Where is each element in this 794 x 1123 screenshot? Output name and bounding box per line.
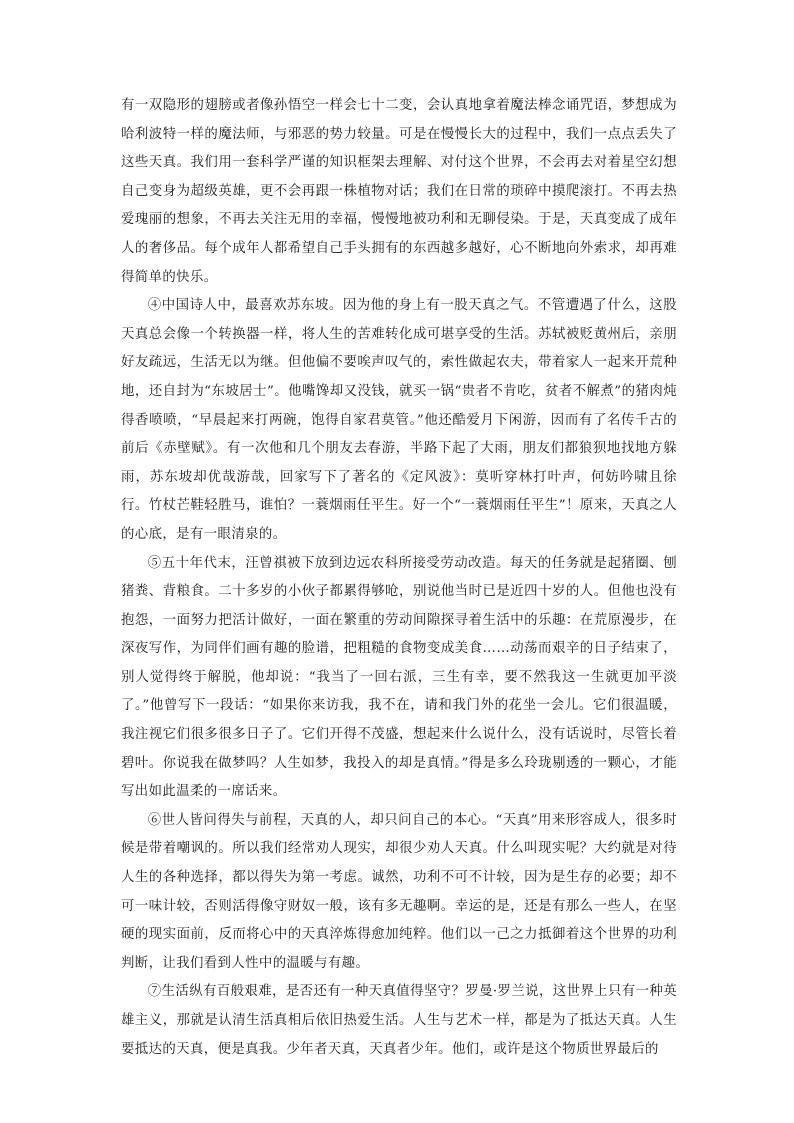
paragraph-continued: 有一双隐形的翅膀或者像孙悟空一样会七十二变，会认真地拿着魔法棒念诵咒语，梦想成为哈利波特一样的魔法师，与邪恶的势力较量。可是在慢慢长大的过程中，我们一点点丢失了这些天真。我们用一套科学严谨的知识框架去理解、对付这个世界，不会再去对着星空幻想自己变身为超级英雄，更不会再跟一株植物对话；我们在日常的琐碎中摸爬滚打。不再去热爱瑰丽的想象，不再去关注无用的幸福，慢慢地被功利和无聊侵染。于是，天真变成了成年人的奢侈品。每个成年人都希望自己手头拥有的东西越多越好，心不断地向外索求，却再难得简单的快乐。 [121,98,677,285]
paragraph-5: ⑤五十年代末，汪曾祺被下放到边远农科所接受劳动改造。每天的任务就是起猪圈、刨猪粪、背粮食。二十多岁的小伙子都累得够呛，别说他当时已是近四十岁的人。但他也没有抱怨，一面努力把活计做好，一面在繁重的劳动间隙探寻着生活中的乐趣：在荒原漫步，在深夜写作，为同伴们画有趣的脸谱，把粗糙的食物变成美食……动荡而艰辛的日子结束了，别人觉得终于解脱，他却说：“我当了一回右派，三生有幸，要不然我这一生就更加平淡了。”他曾写下一段话：“如果你来访我，我不在，请和我门外的花坐一会儿。它们很温暖，我注视它们很多很多日子了。它们开得不茂盛，想起来什么说什么，没有话说时，尽管长着碧叶。你说我在做梦吗？人生如梦，我投入的却是真情。”得是多么玲珑剔透的一颗心，才能写出如此温柔的一席话来。 [121,555,677,800]
paragraph-6: ⑥世人皆问得失与前程，天真的人，却只问自己的本心。“天真”用来形容成人，很多时候是带着嘲讽的。所以我们经常劝人现实，却很少劝人天真。什么叫现实呢？大约就是对待人生的各种选择，都以得失为第一考虑。诚然，功利不可不计较，因为是生存的必要；却不可一味计较，否则活得像守财奴一般，该有多无趣啊。幸运的是，还是有那么一些人，在坚硬的现实面前，反而将心中的天真淬炼得愈加纯粹。他们以一己之力抵御着这个世界的功利判断，让我们看到人性中的温暖与有趣。 [121,812,677,971]
paragraph-7: ⑦生活纵有百般艰难，是否还有一种天真值得坚守？罗曼·罗兰说，这世界上只有一种英雄主义，那就是认清生活真相后依旧热爱生活。人生与艺术一样，都是为了抵达天真。人生要抵达的天真，便是真我。少年者天真，天真者少年。他们，或许是这个物质世界最后的 [121,984,677,1057]
document-page [121,92,677,1064]
paragraph-4: ④中国诗人中，最喜欢苏东坡。因为他的身上有一股天真之气。不管遭遇了什么，这股天真总会像一个转换器一样，将人生的苦难转化成可堪享受的生活。苏轼被贬黄州后，亲朋好友疏远，生活无以为继。但他偏不要唉声叹气的，索性做起农夫，带着家人一起来开荒种地，还自封为“东坡居士”。他嘴馋却又没钱，就买一锅“贵者不肯吃，贫者不解煮”的猪肉炖得香喷喷，“早晨起来打两碗，饱得自家君莫管。”他还酷爱月下闲游，因而有了名传千古的前后《赤壁赋》。有一次他和几个朋友去春游，半路下起了大雨，朋友们都狼狈地找地方躲雨，苏东坡却优哉游哉，回家写下了著名的《定风波》：莫听穿林打叶声，何妨吟啸且徐行。竹杖芒鞋轻胜马，谁怕？一蓑烟雨任平生。好一个“一蓑烟雨任平生”！原来，天真之人的心底，是有一眼清泉的。 [121,298,677,542]
